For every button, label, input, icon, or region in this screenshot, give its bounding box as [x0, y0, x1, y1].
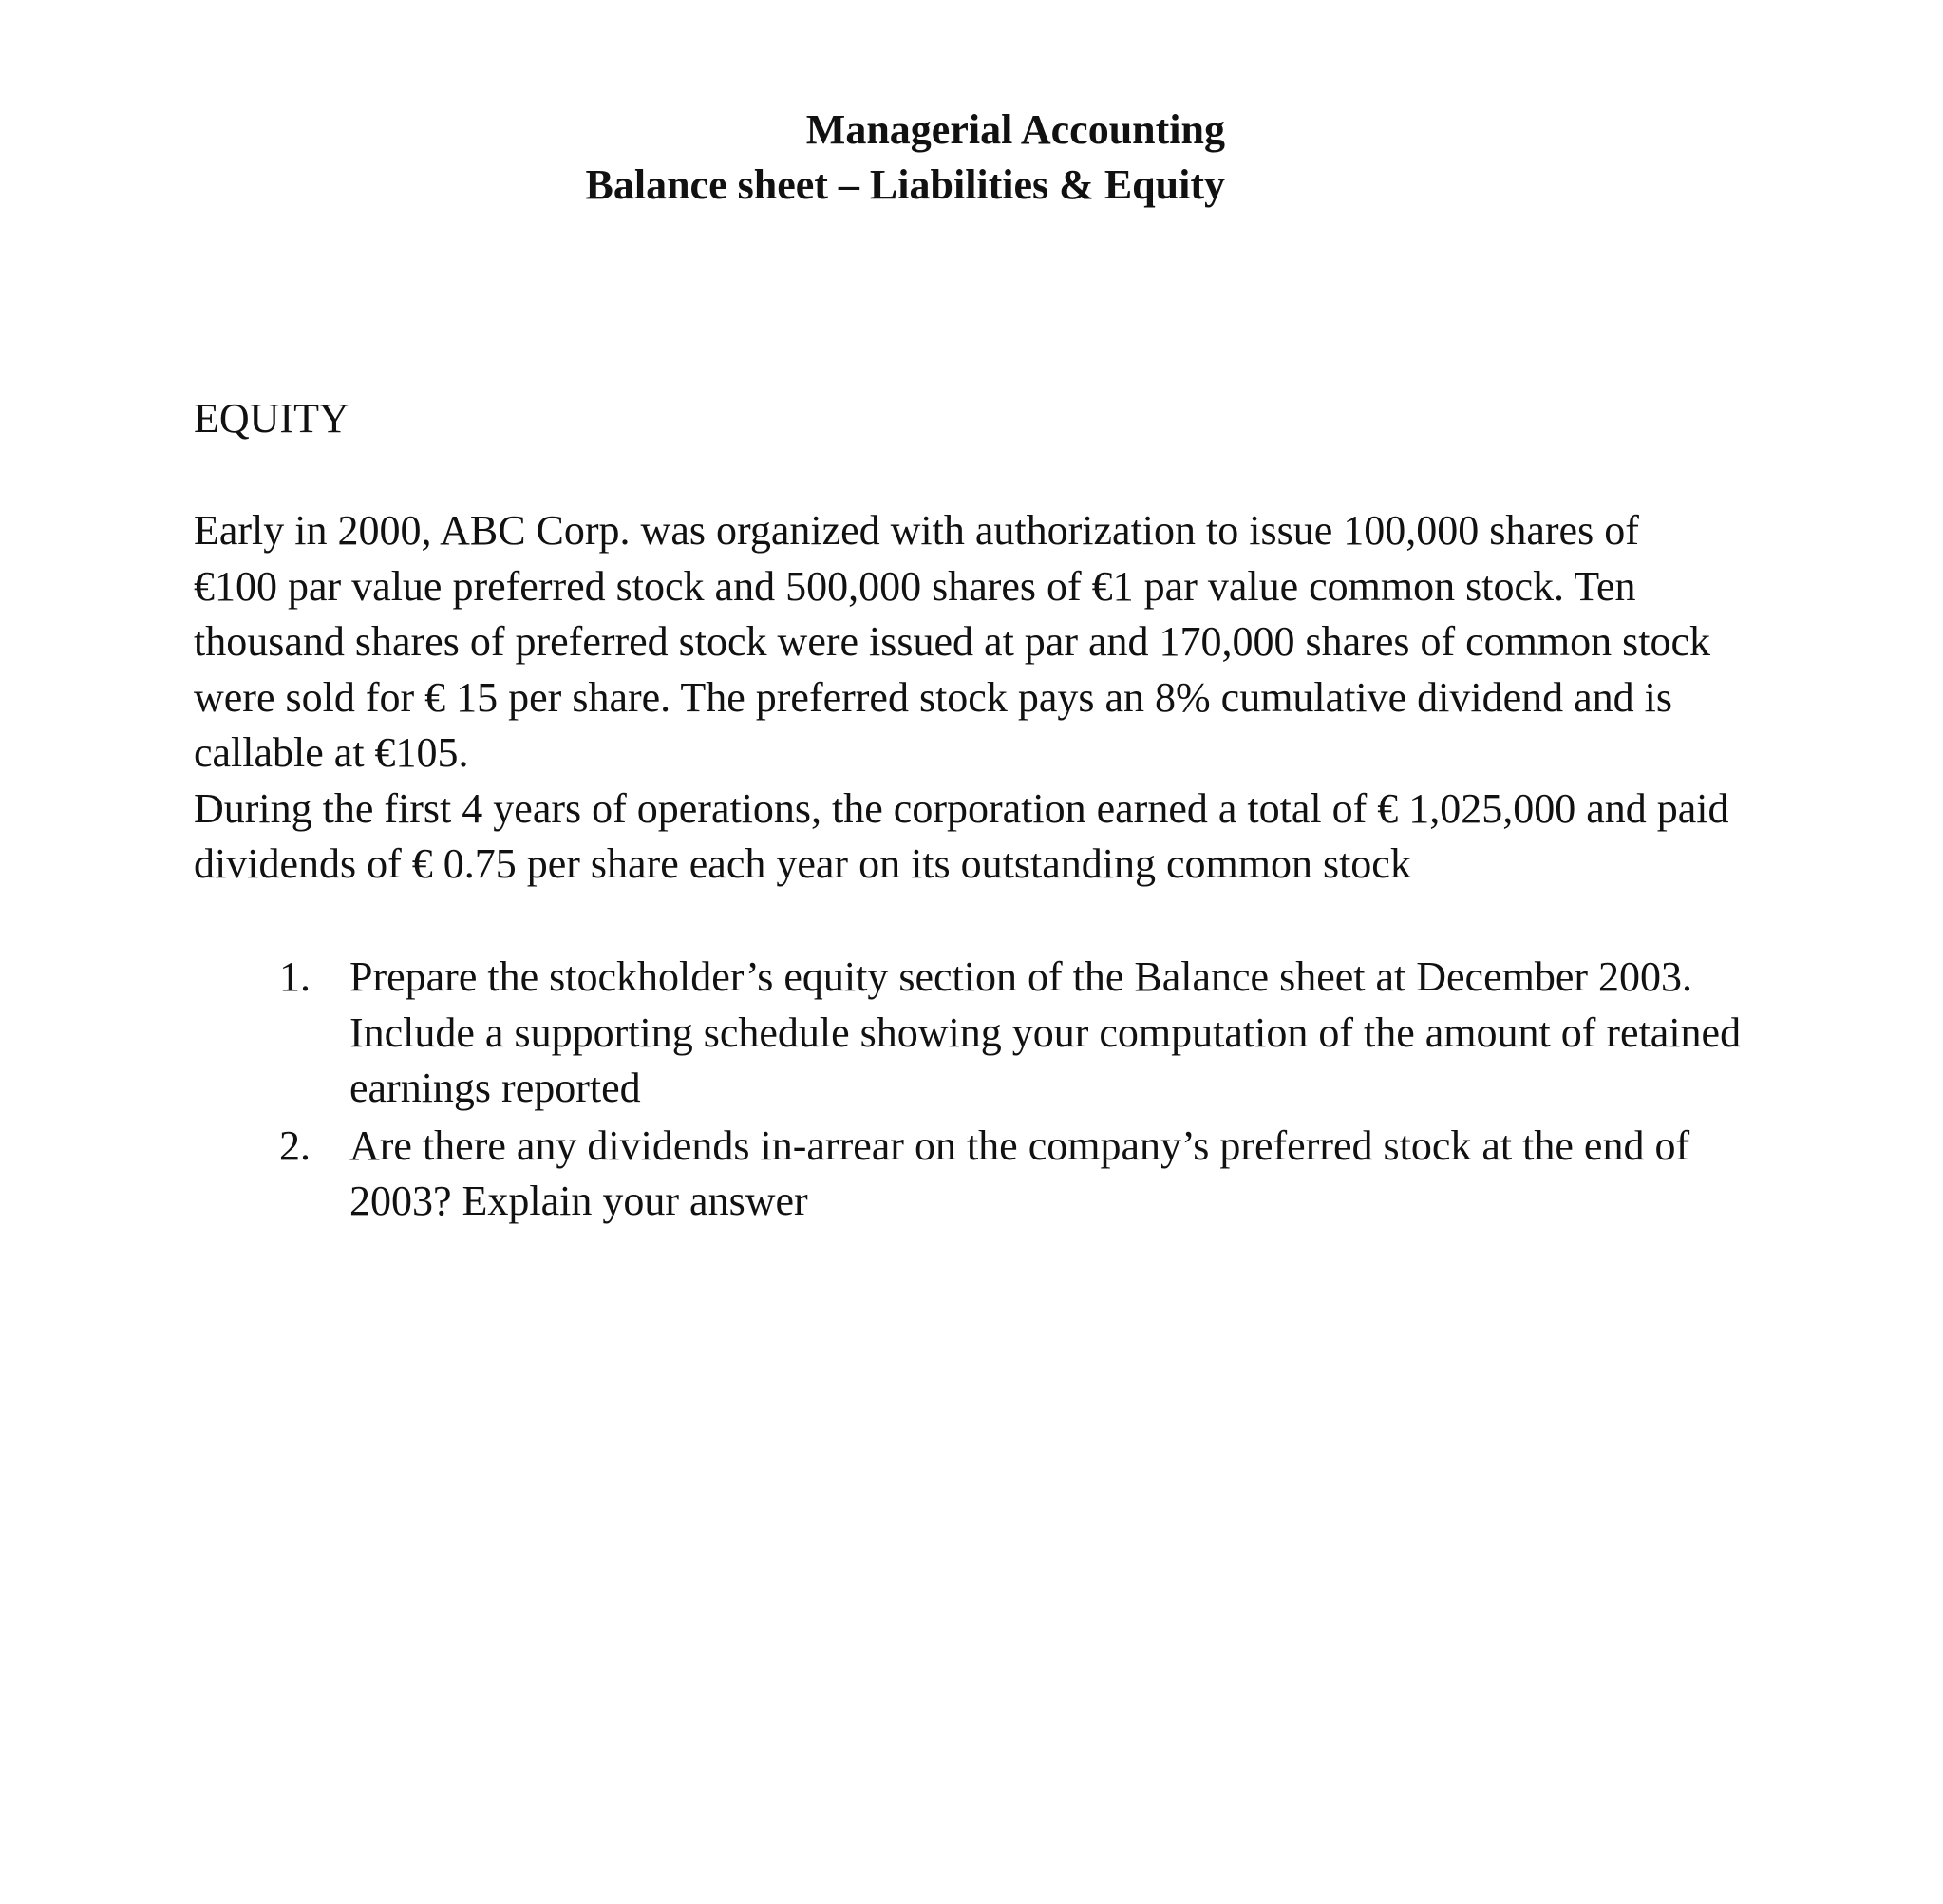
question-line: earnings reported [349, 1065, 641, 1111]
paragraph-line: €100 par value preferred stock and 500,000 shares of €1 par value common stock. Ten [194, 562, 1636, 610]
question-number: 2. [279, 1122, 311, 1169]
paragraph-line: dividends of € 0.75 per share each year on its outstanding common stock [194, 840, 1411, 887]
question-line: Prepare the stockholder’s equity section of the Balance sheet at December 2003. [349, 953, 1693, 1000]
question-item [194, 950, 1827, 1117]
question-text [349, 1119, 1827, 1230]
section-heading: EQUITY [194, 395, 349, 442]
question-line: Are there any dividends in-arrear on the company’s preferred stock at the end of [349, 1122, 1690, 1169]
paragraph-line: During the first 4 years of operations, the corporation earned a total of € 1,025,000 and paid [194, 784, 1729, 832]
document-header [532, 103, 1225, 213]
paragraph-line: callable at €105. [194, 729, 469, 776]
paragraph-line: Early in 2000, ABC Corp. was organized with authorization to issue 100,000 shares of [194, 507, 1639, 554]
question-line: 2003? Explain your answer [349, 1178, 808, 1224]
paragraph-line: were sold for € 15 per share. The preferred stock pays an 8% cumulative dividend and is [194, 673, 1673, 721]
document-subtitle: Balance sheet – Liabilities & Equity [585, 161, 1225, 208]
question-text [349, 950, 1827, 1117]
question-line: Include a supporting schedule showing your computation of the amount of retained [349, 1009, 1742, 1056]
paragraph-line: thousand shares of preferred stock were issued at par and 170,000 shares of common stock [194, 618, 1710, 665]
document-title: Managerial Accounting [805, 106, 1225, 153]
question-number: 1. [279, 953, 311, 1000]
problem-paragraph [194, 503, 1827, 893]
question-item [194, 1119, 1827, 1230]
question-list [194, 950, 1827, 1232]
